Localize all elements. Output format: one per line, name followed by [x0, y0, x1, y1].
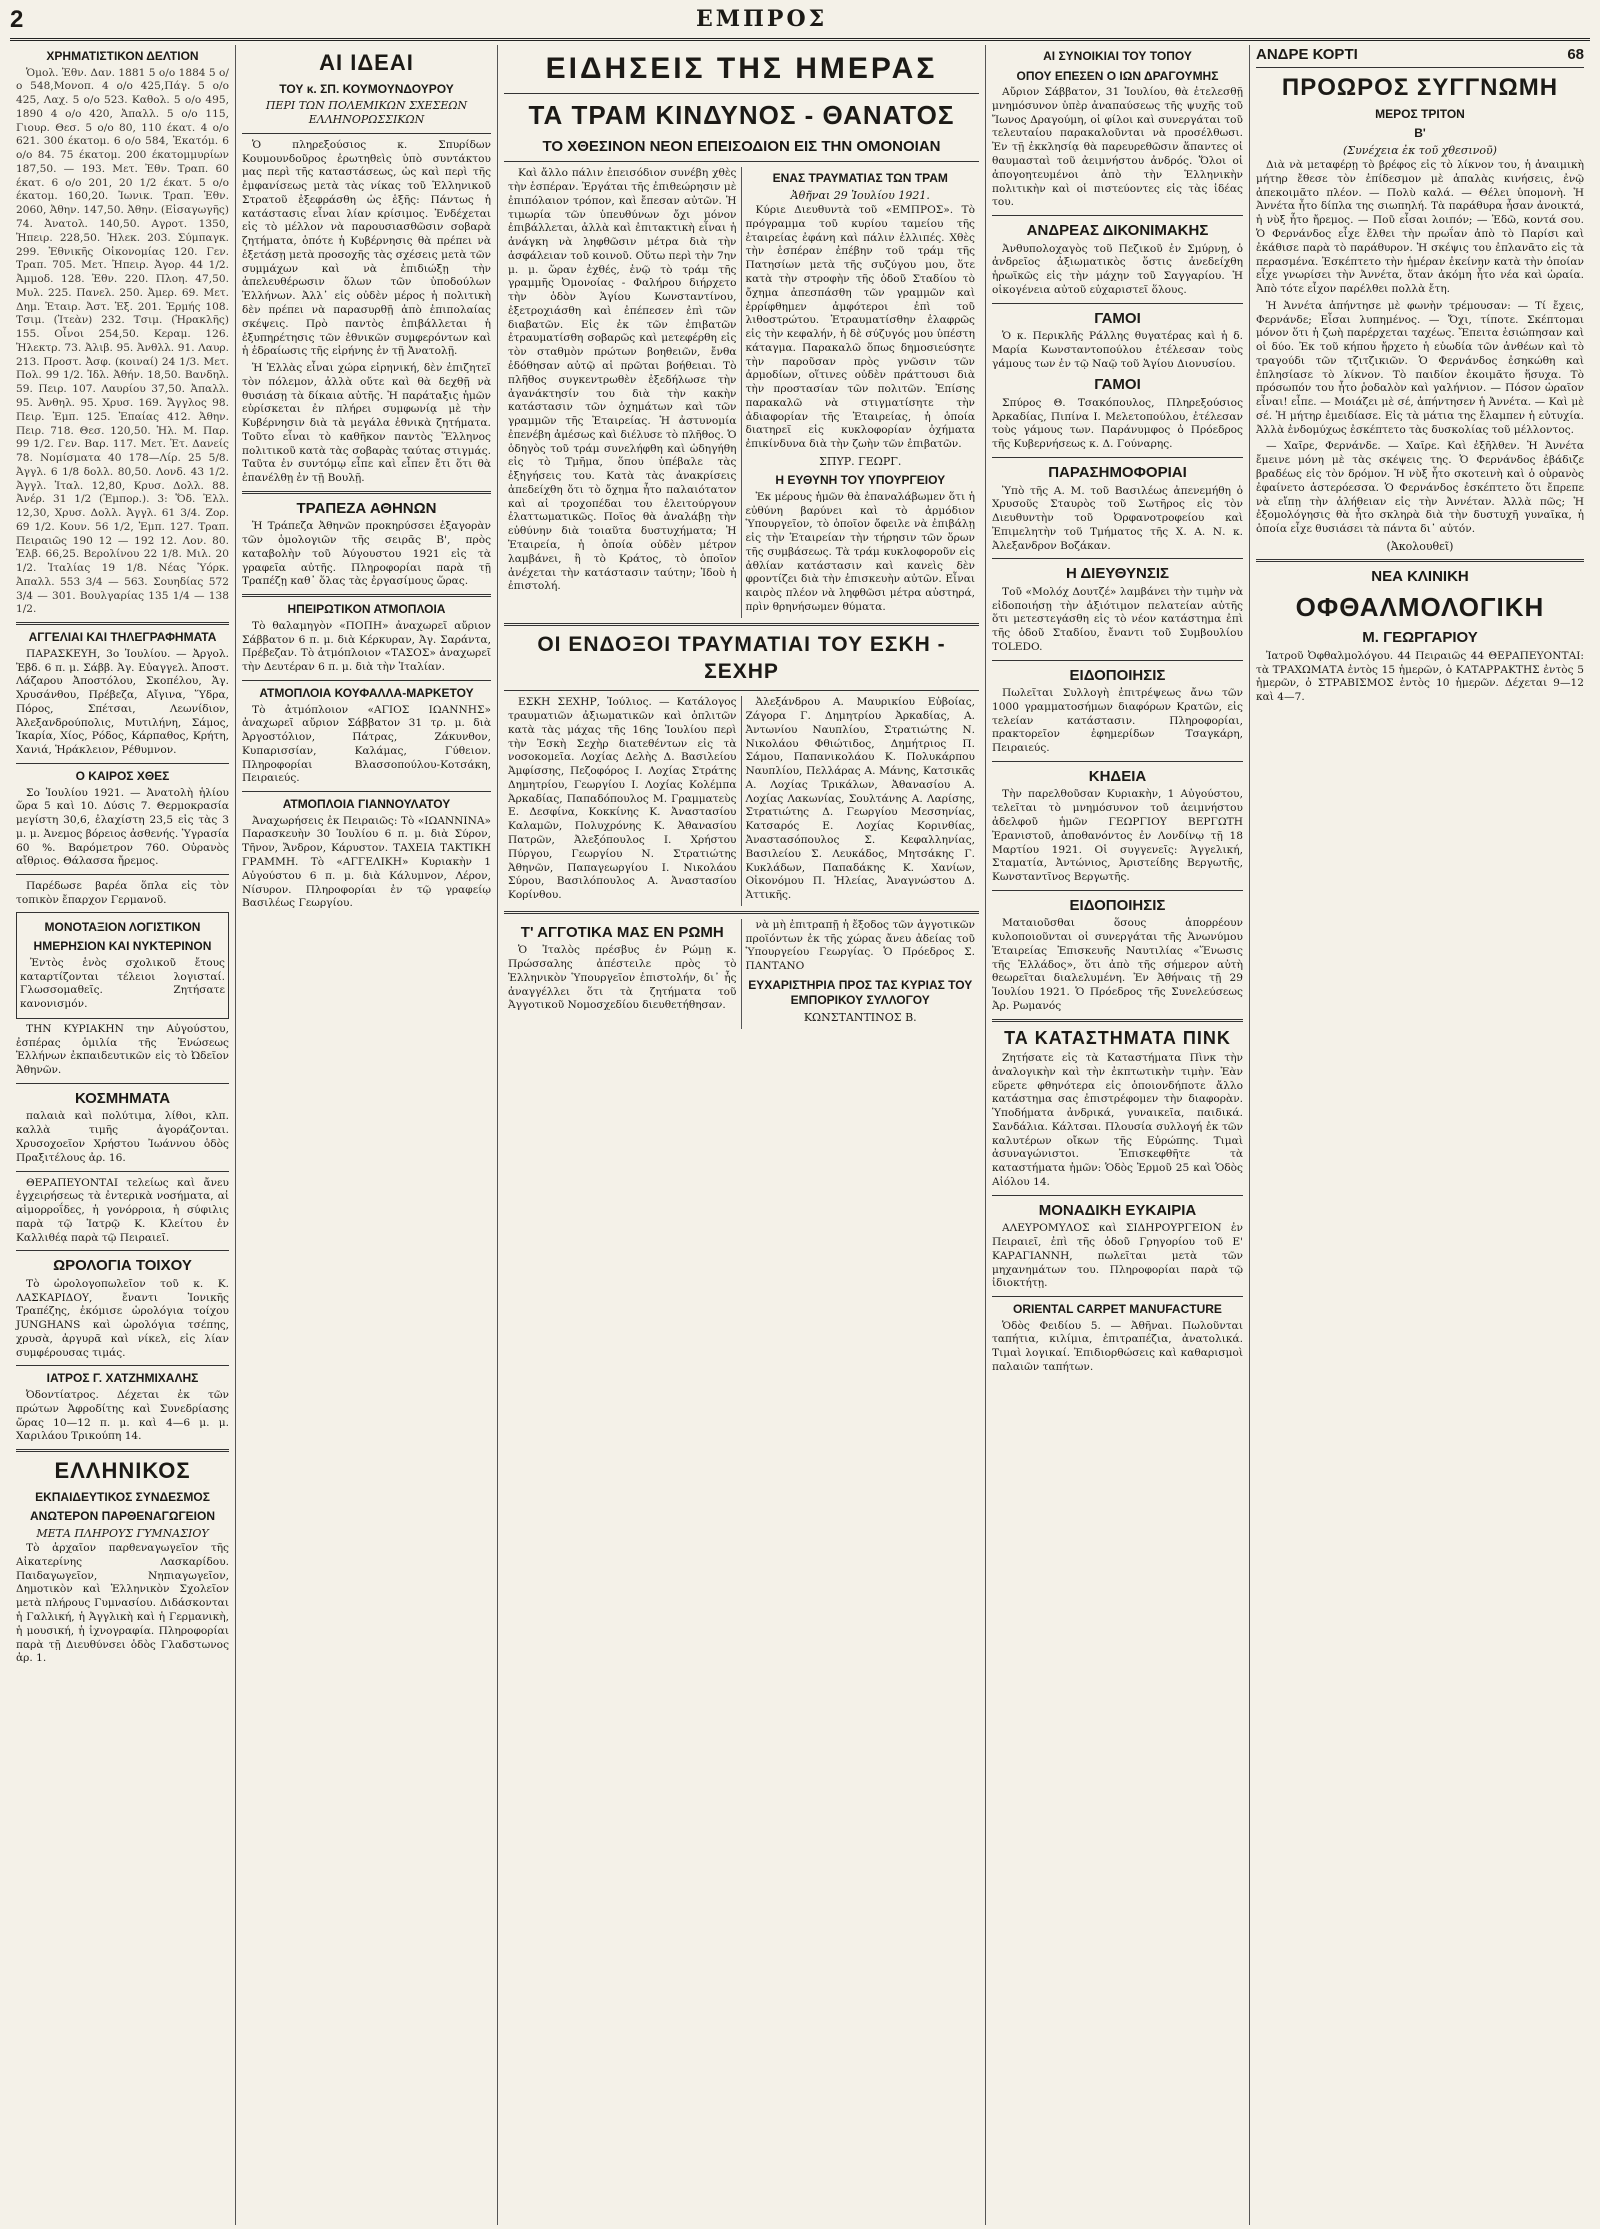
divider: [242, 791, 491, 792]
clocks-text: Τὸ ὡρολογοπωλεῖον τοῦ κ. Κ. ΛΑΣΚΑΡΙΔΟΥ, ἔναντι Ἰονικῆς Τραπέζης, ἐκόμισε ὡρολόγια τοίχου JUNGHANS καὶ ὡρολόγια τσέπης, χρυσὰ, ἀργυρᾶ καὶ νίκελ, εἰς λίαν συμφέρουσας τιμάς.: [16, 1277, 229, 1359]
accounting-ad-subtitle: ΗΜΕΡΗΣΙΟΝ ΚΑΙ ΝΥΚΤΕΡΙΝΟΝ: [33, 939, 212, 954]
weather-title: Ο ΚΑΙΡΟΣ ΧΘΕΣ: [75, 768, 170, 783]
jewelry-title: ΚΟΣΜΗΜΑΤΑ: [74, 1089, 171, 1107]
ideas-subtitle-2: ΠΕΡΙ ΤΩΝ ΠΟΛΕΜΙΚΩΝ ΣΧΕΣΕΩΝ ΕΛΛΗΝΟΡΩΣΣΙΚΩΝ: [265, 99, 468, 127]
divider: [992, 303, 1243, 304]
weather-text: Σο Ἰουλίου 1921. — Ἀνατολὴ ἡλίου ὥρα 5 καὶ 10. Δύσις 7. Θερμοκρασία μεγίστη 30,6, ἐλαχίστη 23,5 εἰς τὰς 3 μ. μ. Ἀνεμος βόρειος ἀσθενής. Ὑγρασία 60 %. Βαρόμετρον 760. Οὐρανὸς αἴθριος. Θάλασσα ἤρεμος.: [16, 786, 229, 868]
school-subtitle-2: ΑΝΩΤΕΡΟΝ ΠΑΡΘΕΝΑΓΩΓΕΙΟΝ: [29, 1509, 215, 1524]
bank-text: Ἡ Τράπεζα Ἀθηνῶν προκηρύσσει ἐξαγορὰν τῶν ὁμολογιῶν τῆς σειρᾶς Β', πρὸς καταβολὴν τοῦ Ἀύγουστου 1921 εἰς τὰ γραφεῖα αὐτῆς. Πληροφορίαι παρὰ τῇ Τραπέζῃ καθ᾽ ὅλας τὰς ἐργασίμους ὥρας.: [242, 520, 491, 588]
divider: [992, 1019, 1243, 1022]
dragoumis-text: Αὔριον Σάββατον, 31 Ἰουλίου, θὰ ἐτελεσθῇ μνημόσυνον ὑπὲρ ἀναπαύσεως τῆς ψυχῆς τοῦ Ἴωνος Δραγούμη, οἱ φίλοι καὶ συνεργάται τοῦ τελευταίου παρακαλοῦνται νὰ προσέλθωσι. Ἐν τῇ ἐκκλησίᾳ θὰ παρευρεθῶσιν ἅπαντες οἱ θαυμασταὶ τοῦ ἀειμνήστου ἀνδρός. Ὅλοι οἱ ἀπογοητευμένοι ἀπὸ τὴν Ἑλληνικὴν πολιτικὴν καὶ οἱ πιστεύοντες εἰς τὰς ἰδέας του.: [992, 86, 1243, 209]
clocks-title: ΩΡΟΛΟΓΙΑ ΤΟΙΧΟΥ: [53, 1257, 192, 1275]
serial-header: [1256, 45, 1584, 68]
divider: [992, 457, 1243, 458]
clinic-title: ΝΕΑ ΚΛΙΝΙΚΗ: [1371, 568, 1469, 586]
tram-right-signature: ΣΠΥΡ. ΓΕΩΡΓ.: [819, 454, 902, 468]
announcements-text: ΠΑΡΑΣΚΕΥΗ, 3ο Ἰουλίου. — Ἀργολ. Ἐβδ. 6 π. μ. Σάββ. Ἀγ. Εὐαγγελ. Ἀποστ. Λάζαρου Ἀποστόλου, Σκοπέλου, Ἁγ. Χρυσάνθου, Πρέβεζα, Αἴγινα, Ὕδρα, Πόρος, Σπέτσαι, Λεωνίδιον, Ἀλεξανδρούπολις, Μυτιλήνη, Σάμος, Ἰκαρία, Χίος, Ρόδος, Κάρπαθος, Κρήτη, Χανιά, Ἡράκλειον, Ρέθυμνον.: [16, 647, 229, 757]
shoes-title: ΤΑ ΚΑΤΑΣΤΗΜΑΤΑ ΠΙΝΚ: [1004, 1027, 1231, 1048]
memorial-text: Τὴν παρελθοῦσαν Κυριακὴν, 1 Αὐγούστου, τελεῖται τὸ μνημόσυνον τοῦ ἀειμνήστου ἀδελφοῦ ἡμῶν ΓΕΩΡΓΙΟΥ ΒΕΡΓΩΤΗ Ἐρανιστοῦ, ἀποθανόντος ἐν Λονδίνῳ τῇ 18 Μαρτίου 1921. Οἱ συγγενεῖς: Ἀγγελική, Σταματία, Ἀντώνιος, Ἀριστείδης Βεργωτῆς, Κωνσταντῖνος Βεργωτῆς.: [992, 788, 1243, 884]
memorial-title: ΚΗΔΕΙΑ: [1088, 767, 1147, 785]
sunday-text: ΤΗΝ ΚΥΡΙΑΚΗΝ την Αὐγούστου, ἐσπέρας ὁμιλία τῆς Ἑνώσεως Ἑλλήνων ἐκπαιδευτικῶν εἰς τὸ Ὠδεῖον Ἀθηνῶν.: [16, 1022, 229, 1077]
tram-right-text: Κύριε Διευθυντὰ τοῦ «ΕΜΠΡΟΣ». Τὸ πρόγραμμα τοῦ κυρίου ταμείου τῆς ἑταιρείας ἐφάνη καὶ πάλιν ἐλλιπές. Χθὲς τὴν ἑσπέραν ἐπέβην τοῦ τράμ τῆς Πατησίων μετὰ τῆς συζύγου μου, ὅτε κατὰ τὴν στροφὴν τῆς ὁδοῦ Σταδίου τὸ ὄχημα ἀπεσπάσθη τῶν γραμμῶν καὶ ἐρρίφθημεν ἀμφότεροι ἐπὶ τοῦ λιθοστρώτου. Ἐτραυματίσθην ἐλαφρῶς εἰς τὴν κεφαλήν, ἡ δὲ σύζυγός μου ὑπέστη κάταγμα. Παρακαλῶ ὅπως δημοσιεύσητε τὴν παροῦσαν πρὸς γνῶσιν τῶν ἀρμοδίων, οἵτινες οὐδὲν πράττουσι διὰ τὴν προστασίαν τῶν πολιτῶν. Ἐπίσης παρακαλῶ νὰ στιγματίσητε τὴν ἀδιαφορίαν τῆς Ἑταιρείας, ἡ ὁποία διατηρεῖ εἰς κυκλοφορίαν ὀχήματα ἐπικίνδυνα διὰ τὴν ζωὴν τῶν ἐπιβατῶν.: [745, 204, 975, 451]
decorations-title: ΠΑΡΑΣΗΜΟΦΟΡΙΑΙ: [1048, 464, 1187, 481]
tram-left: [504, 167, 742, 617]
note-text: Παρέδωσε βαρέα ὅπλα εἰς τὸν τοπικὸν ἔπαρχον Γερμανοῦ.: [16, 880, 229, 906]
divider: [504, 93, 979, 94]
divider: [16, 1083, 229, 1084]
officer-text: Ἀνθυπολοχαγὸς τοῦ Πεζικοῦ ἐν Σμύρνῃ, ὁ ἀνδρεῖος ἀξιωματικὸς ὅστις ἀνεδείχθη ἡρωϊκῶς εἰς τὴν μάχην τοῦ Σαγγαρίου. Ἡ οἰκογένεια αὐτοῦ εὐχαριστεῖ ὅλους.: [992, 242, 1243, 296]
serial-text-3: — Χαῖρε, Φερνάνδε. — Χαῖρε. Καὶ ἐξῆλθεν. Ἡ Ἀννέτα ἔμεινε μόνη μὲ τὰς σκέψεις της. Ὁ Φερνάνδος ἐβάδιζε βραδέως εἰς τὸν δρόμον. Ἡ νὺξ ἦτο σκοτεινὴ καὶ ὁ οὐρανὸς ἐφαίνετο ἀστερόεσσα. Ὁ Φερνάνδος ἐσκέπτετο ὅτι ἔπρεπε νὰ εἴπῃ τὴν ἀλήθειαν εἰς τὴν Ἀννέταν. Ἀλλὰ πῶς; Ἡ ἐξομολόγησις θὰ ἦτο σκληρὰ διὰ τὴν δυστυχῆ γυναῖκα, ἡ ὁποία εἶχε θυσιάσει τὰ πάντα δι᾽ αὐτόν.: [1256, 440, 1584, 536]
rome-right: [742, 919, 980, 1030]
school-subtitle-3: ΜΕΤΑ ΠΛΗΡΟΥΣ ΓΥΜΝΑΣΙΟΥ: [36, 1526, 209, 1540]
main-headline: ΤΑ ΤΡΑΜ ΚΙΝΔΥΝΟΣ - ΘΑΝΑΤΟΣ: [528, 100, 955, 130]
clinic-doctor: Μ. ΓΕΩΡΓΑΡΙΟΥ: [1362, 629, 1478, 647]
main-subheadline: ΤΟ ΧΘΕΣΙΝΟΝ ΝΕΟΝ ΕΠΕΙΣΟΔΙΟΝ ΕΙΣ ΤΗΝ ΟΜΟΝΟΙΑΝ: [542, 137, 941, 155]
ships-3-text: Ἀναχωρήσεις ἐκ Πειραιῶς: Τὸ «ΙΩΑΝΝΙΝΑ» Παρασκευὴν 30 Ἰουλίου 6 π. μ. διὰ Σύρον, Τῆνον, Ἄνδρον, Κάρυστον. ΤΑΧΕΙΑ ΤΑΚΤΙΚΗ ΓΡΑΜΜΗ. Τὸ «ΑΓΓΕΛΙΚΗ» Κυριακὴν 1 Αὐγούστου 6 π. μ. διὰ Κάλυμνον, Λέρον, Νίσυρον. Πληροφορίαι ἐν τῷ γραφείῳ Βασιλέως Γεωργίου.: [242, 814, 491, 910]
announcements-title: ΑΓΓΕΛΙΑΙ ΚΑΙ ΤΗΛΕΓΡΑΦΗΜΑΤΑ: [28, 630, 217, 645]
weddings-2-text: Σπύρος Θ. Τσακόπουλος, Πληρεξούσιος Ἀρκαδίας, Πιπίνα Ι. Μελετοπούλου, ἐτέλεσαν τοὺς γάμους των. Παράνυμφος ὁ Πρόεδρος τῆς Κυβερνήσεως κ. Δ. Γούναρης.: [992, 396, 1243, 451]
rome-title: Τ' ΑΓΓΟΤΙΚΑ ΜΑΣ ΕΝ ΡΩΜΗ: [520, 923, 724, 941]
divider: [242, 491, 491, 494]
ideas-text: Ὁ πληρεξούσιος κ. Σπυρίδων Κουμουνδοῦρος ἐρωτηθεὶς ὑπὸ συντάκτου μας περὶ τῆς καταστάσεως, ὡς καὶ περὶ τῆς ἐμφανίσεως μετὰ τὰς νίκας τοῦ Ἑλληνικοῦ Στρατοῦ ἐξεφράσθη ὡς ἑξῆς: Πάντως ἡ κατάστασις εἶναι λίαν κρίσιμος. Ἐνδέχεται εἰς τὸ μέλλον νὰ παρουσιασθῶσιν σοβαρὰ ζητήματα, ὁπότε ἡ Κυβέρνησις θὰ πρέπει νὰ ἐξετάσῃ μετὰ προσοχῆς τὰς σχέσεις μετὰ τῶν συμμάχων καὶ νὰ ἐπιδιώξῃ τὴν ἀπελευθέρωσιν ὅλων τῶν ὑποδούλων Ἑλλήνων. Ἀλλ᾽ εἰς οὐδὲν μέρος ἡ πολιτικὴ δὲν πρέπει νὰ παρασυρθῇ ἀπὸ ἐπιπολαίας σκέψεις. Πρὸ παντὸς ἐπιβάλλεται ἡ ἐξυπηρέτησις τῶν ἐθνικῶν συμφερόντων καὶ ἡ ἐδραίωσις τῆς εἰρήνης ἐν τῇ Ἀνατολῇ.: [242, 138, 491, 358]
ships-2-title: ΑΤΜΟΠΛΟΙΑ ΚΟΥΦΑΛΛΑ-ΜΑΡΚΕΤΟΥ: [259, 685, 474, 700]
serial-text: Διὰ νὰ μεταφέρῃ τὸ βρέφος εἰς τὸ λίκνον του, ἡ ἀναιμικὴ μήτηρ ἔθεσε τὸν ἐπίδεσμον μὲ ἀπαλὰς κινήσεις, ἐνῷ ἀπεκοιμᾶτο πλέον. — Πολὺ καλά. — Θέλει ὑπομονὴ. Ἡ Ἀννέτα ἦτο δίπλα της σιωπηλή. Τὰ παράθυρα ἦσαν ἀνοικτά, ἡ νὺξ ἦτο ἤρεμος. — Ποῦ εἶσαι λοιπόν; — Ἐδῶ, κοντά σου. Ὁ Φερνάνδος εἶχε ἔλθει τὴν πρωΐαν ἀπὸ τὸ Παρίσι καὶ ἐκάθισε παρὰ τὸ παράθυρον. Ἡ σκέψις του ἐπλανᾶτο εἰς τὰ περασμένα. Ἐσκέπτετο τὴν ἡμέραν ἐκείνην κατὰ τὴν ὁποίαν εἶχε γνωρίσει τὴν Ἀννέτα, ὅταν ἀκόμη ἦτο νέα καὶ ὡραία. Ἀπὸ τότε εἶχον παρέλθει πολλὰ ἔτη.: [1256, 159, 1584, 296]
notice-1-title: ΕΙΔΟΠΟΙΗΣΙΣ: [1069, 666, 1166, 684]
accounting-ad-text: Ἐντὸς ἑνὸς σχολικοῦ ἔτους καταρτίζονται τέλειοι λογισταί. Γλωσσομαθεῖς. Ζητήσατε κανονισμόν.: [20, 956, 225, 1011]
serial-to-be-continued: (Ἀκολουθεῖ): [1386, 539, 1454, 553]
wounded-title: ΟΙ ΕΝΔΟΞΟΙ ΤΡΑΥΜΑΤΙΑΙ ΤΟΥ ΕΣΚΗ - ΣΕΧΗΡ: [537, 632, 946, 684]
divider: [992, 1195, 1243, 1196]
divider: [16, 1365, 229, 1366]
dragoumis-subtitle: ΟΠΟΥ ΕΠΕΣΕΝ Ο ΙΩΝ ΔΡΑΓΟΥΜΗΣ: [1016, 68, 1219, 83]
divider: [16, 622, 229, 625]
management-text: Τοῦ «Μολόχ Δουτζέ» λαμβάνει τὴν τιμὴν νὰ εἰδοποιήσῃ τὴν ἀξιότιμον πελατείαν αὐτῆς ὅτι μετεστεγάσθη εἰς τὸ νέον κατάστημα ἐπὶ τῆς ὁδοῦ Σταδίου, ἔναντι τοῦ Συμβουλίου TOLEDO.: [992, 585, 1243, 653]
market-title: ΧΡΗΜΑΤΙΣΤΙΚΟΝ ΔΕΛΤΙΟΝ: [46, 49, 199, 63]
clinic-subtitle: ΟΦΘΑΛΜΟΛΟΓΙΚΗ: [1295, 591, 1545, 622]
page-number: 2: [10, 6, 24, 33]
thanks-title: ΕΥΧΑΡΙΣΤΗΡΙΑ ΠΡΟΣ ΤΑΣ ΚΥΡΙΑΣ ΤΟΥ ΕΜΠΟΡΙΚΟΥ ΣΥΛΛΟΓΟΥ: [748, 977, 973, 1008]
ships-1-text: Τὸ θαλαμηγὸν «ΠΟΠΗ» ἀναχωρεῖ αὔριον Σάββατον 6 π. μ. διὰ Κέρκυραν, Ἀγ. Σαράντα, Πρέβεζαν. Τὸ ἀτμόπλοιον «ΤΑΣΟΣ» ἀναχωρεῖ τὴν Δευτέραν 6 π. μ. διὰ τὴν Ἰταλίαν.: [242, 619, 491, 674]
ministry-subtitle: Η ΕΥΘΥΝΗ ΤΟΥ ΥΠΟΥΡΓΕΙΟΥ: [775, 473, 946, 488]
divider: [242, 133, 491, 134]
column-1: [10, 45, 236, 2225]
divider: [16, 1449, 229, 1452]
clinic-text: Ἰατροῦ Ὀφθαλμολόγου. 44 Πειραιῶς 44 ΘΕΡΑΠΕΥΟΝΤΑΙ: τὰ ΤΡΑΧΩΜΑΤΑ ἐντὸς 15 ἡμερῶν, ὁ ΚΑΤΑΡΡΑΚΤΗΣ ἐντὸς 5 ἡμερῶν, ὁ ΣΤΡΑΒΙΣΜΟΣ ἐντὸς 10 ἡμερῶν. Δέχεται 9—12 καὶ 4—7.: [1256, 649, 1584, 704]
ships-3-title: ΑΤΜΟΠΛΟΙΑ ΓΙΑΝΝΟΥΛΑΤΟΥ: [282, 797, 451, 812]
weddings-1-text: Ὁ κ. Περικλῆς Ράλλης θυγατέρας καὶ ἡ δ. Μαρία Κωνσταντοπούλου ἐτέλεσαν τοὺς γάμους των ἐν τῷ Ναῷ τοῦ Ἁγίου Διονυσίου.: [992, 330, 1243, 370]
decorations-text: Ὑπὸ τῆς Α. Μ. τοῦ Βασιλέως ἀπενεμήθη ὁ Χρυσοῦς Σταυρὸς τοῦ Σωτῆρος εἰς τὸν Διευθυντὴν τοῦ Ὀρφανοτροφείου καὶ Ἐπιμελητὴν τοῦ Τμήματος τῆς Χ. Α. Ν. κ. Ἀλεξανδρον Βοζάκαν.: [992, 484, 1243, 552]
jewelry-text: παλαιὰ καὶ πολύτιμα, λίθοι, κλπ. καλλὰ τιμῆς ἀγοράζονται. Χρυσοχοεῖον Χρήστου Ἰωάννου ὁδὸς Πραξιτέλους ἀρ. 16.: [16, 1110, 229, 1164]
section-title: ΕΙΔΗΣΕΙΣ ΤΗΣ ΗΜΕΡΑΣ: [545, 52, 938, 85]
weddings-1-title: ΓΑΜΟΙ: [1094, 309, 1141, 327]
divider: [16, 763, 229, 764]
columns: [10, 45, 1590, 2225]
thanks-signature: ΚΩΝΣΤΑΝΤΙΝΟΣ Β.: [803, 1011, 917, 1025]
dentist-text: Ὀδοντίατρος. Δέχεται ἐκ τῶν πρώτων Ἀφροδίτης καὶ Συνεδρίασης ὥρας 10—12 π. μ. καὶ 4—6 μ. μ. Χαριλάου Τρικούπη 14.: [16, 1389, 229, 1443]
accounting-ad: [16, 912, 229, 1019]
accounting-ad-title: ΜΟΝΟΤΑΞΙΟΝ ΛΟΓΙΣΤΙΚΟΝ: [44, 919, 201, 934]
divider: [992, 660, 1243, 661]
ideas-text-2: Ἡ Ἑλλὰς εἶναι χώρα εἰρηνική, δὲν ἐπιζητεῖ τὸν πόλεμον, ἀλλὰ οὔτε καὶ θὰ δεχθῇ νὰ θυσιάσῃ τὰ δίκαια αὐτῆς. Ἡ παράταξις ἡμῶν εὑρίσκεται ἐν πλήρει συμφωνίᾳ μὲ τὴν Κυβέρνησιν διὰ τὰ μεγάλα ἐθνικὰ ζητήματα. Τοῦτο εἶναι τὸ καθῆκον παντὸς Ἕλληνος πολιτικοῦ κατὰ τὰς σοβαρὰς ταύτας στιγμάς. Ταῦτα ἐν συντόμῳ εἶπε καὶ εἶπεν ἔτι ὅτι θὰ ἐπανέλθῃ ἐν τῇ Βουλῇ.: [242, 362, 491, 485]
divider: [992, 215, 1243, 216]
divider: [504, 623, 979, 626]
divider: [992, 558, 1243, 559]
bank-title: ΤΡΑΠΕΖΑ ΑΘΗΝΩΝ: [296, 499, 437, 517]
divider: [504, 161, 979, 162]
masthead: ΕΜΠΡΟΣ: [696, 6, 828, 32]
tram-left-text: Καὶ ἄλλο πάλιν ἐπεισόδιον συνέβη χθὲς τὴν ἑσπέραν. Ἐργάται τῆς ἐπιθεώρησιν μὲ ἐπιπόλαιον τρόπον, καὶ ἔπεσαν αὐτῶν. Ἡ τιμωρία τῶν ὑπευθύνων ὄχι μόνον ἐπιβάλλεται, ἀλλὰ καὶ ἐπιτακτικὴ εἶναι ἡ ἀνάγκη νὰ ληφθῶσιν μέτρα διὰ τὴν ἀσφάλειαν τοῦ κοινοῦ. Οὕτω περὶ τὴν 7ην μ. μ. ὥραν ἐχθές, ἐνῷ τὸ τράμ τῆς γραμμῆς Ὀμονοίας - Φαλήρου διήρχετο τὴν ὁδὸν Ἁγίου Κωνσταντίνου, ἐξετροχιάσθη καὶ ἐπέπεσεν ἐπὶ τῶν διαβατῶν. Εἰς ἐκ τῶν ἐπιβατῶν ἐτραυματίσθη σοβαρῶς καὶ μετεφέρθη εἰς τὸν σταθμὸν πρώτων βοηθειῶν, ἔνθα ἐδόθησαν αὐτῷ αἱ πρῶται βοήθειαι. Τὸ πλῆθος συγκεντρωθὲν ἐξεδήλωσε τὴν ἀγανάκτησίν του διὰ τὴν κακὴν κατάστασιν τῶν ὀχημάτων καὶ τῶν γραμμῶν τῆς Ἑταιρείας. Ἡ ἀστυνομία ἐπενέβη ἀμέσως καὶ διέλυσε τὸ πλῆθος. Ὁ ὁδηγὸς τοῦ τράμ συνελήφθη καὶ ὡδηγήθη εἰς τὸ Τμῆμα, ὅπου ὑπέβαλε τὰς ἐξηγήσεις του. Κατὰ τὰς ἀνακρίσεις ἀπεδείχθη ὅτι τὸ ὄχημα ἦτο παλαιότατον καὶ αἱ τροχοπέδαι του ἐλειτούργουν ἐλαττωματικῶς. Ποῖος θὰ ἀναλάβῃ τὴν εὐθύνην διὰ τοιαῦτα δυστυχήματα; Ἡ Ἑταιρεία, ἡ ὁποία οὐδὲν μέτρον λαμβάνει, ἢ τὸ Κράτος, τὸ ὁποῖον ἀνέχεται τὴν κατάστασιν ταύτην; Ἰδοὺ ἡ ἐπιστολή.: [508, 167, 737, 593]
page-header: [10, 4, 1590, 41]
rome-text: Ὁ Ἰταλὸς πρέσβυς ἐν Ρώμῃ κ. Πρώσσαλης ἀπέστειλε πρὸς τὸ Ἑλληνικὸν Ὑπουργεῖον ἐπιστολήν, δι᾽ ἧς ἀναγγέλλει ὅτι τὰ ζητήματα τοῦ Ἀγγοτικοῦ Νομοσχεδίου διευθετήθησαν.: [508, 944, 737, 1012]
school-title: ΕΛΛΗΝΙΚΟΣ: [54, 1458, 191, 1484]
officer-title: ΑΝΔΡΕΑΣ ΔΙΚΟΝΙΜΑΚΗΣ: [1026, 222, 1209, 240]
rome-article: [504, 919, 979, 1030]
ideas-title: ΑΙ ΙΔΕΑΙ: [319, 50, 414, 75]
ministry-text: Ἐκ μέρους ἡμῶν θὰ ἐπαναλάβωμεν ὅτι ἡ εὐθύνη βαρύνει καὶ τὸ ἁρμόδιον Ὑπουργεῖον, τὸ ὁποῖον ὄφειλε νὰ ἐπιβάλῃ εἰς τὴν Ἑταιρείαν τὴν τήρησιν τῶν ὅρων τῆς συμβάσεως. Τὰ τράμ κυκλοφοροῦν εἰς ἀθλίαν κατάστασιν καὶ κανεὶς δὲν φροντίζει διὰ τὴν ἐπισκευὴν αὐτῶν. Εἶναι καιρὸς πλέον νὰ ληφθῶσι μέτρα αὐστηρά, πρὶν θρηνήσωμεν θύματα.: [745, 490, 975, 613]
divider: [242, 594, 491, 597]
divider: [992, 761, 1243, 762]
serial-part: ΜΕΡΟΣ ΤΡΙΤΟΝ: [1375, 106, 1465, 121]
divider: [1256, 559, 1584, 562]
serial-author: ΑΝΔΡΕ ΚΟΡΤΙ: [1256, 46, 1358, 63]
tram-article: [504, 167, 979, 617]
rome-right-text: νὰ μὴ ἐπιτραπῇ ἡ ἔξοδος τῶν ἀγγοτικῶν προϊόντων ἐκ τῆς χώρας ἄνευ ἀδείας τοῦ Ὑπουργείου Γεωργίας. Ὁ Πρόεδρος Σ. ΠΑΝΤΑΝΟ: [745, 918, 975, 973]
tram-right-date: Ἀθῆναι 29 Ἰουλίου 1921.: [790, 188, 930, 202]
opportunity-title: ΜΟΝΑΔΙΚΗ ΕΥΚΑΙΡΙΑ: [1038, 1201, 1197, 1219]
wounded-left: [504, 696, 742, 905]
wounded-left-text: ΕΣΚΗ ΣΕΧΗΡ, Ἰούλιος. — Κατάλογος τραυματιῶν ἀξιωματικῶν καὶ ὁπλιτῶν κατὰ τὰς μάχας τῆς 16ης Ἰουλίου περὶ τὴν Ἐσκὴ Σεχὴρ διατεθέντων εἰς τὰ νοσοκομεῖα. Λοχίας Δελὴς Δ. Βασιλείου Ἀμφίσσης, Πεζοφόρος Ι. Λοχίας Στράτης Δημητρίου, Γεωργίου Ι. Λοχίας Κολέμπα Ἀρκαδίας, Παπαδόπουλος Μ. Γραμματεὺς Ε. Δεσφίνα, Κοκκίνης Κ. Ἀναστασίου Καλαμῶν, Πολυχρόνης Κ. Ἀθανασίου Πατρῶν, Ἀλεξόπουλος Ι. Χρήστου Πύργου, Γεωργίου Ν. Στρατιώτης Ἀθηνῶν, Παπαγεωργίου Ι. Νικολάου Σύρου, Βασιλόπουλος Α. Ἀναστασίου Κορίνθου.: [508, 696, 737, 902]
school-subtitle: ΕΚΠΑΙΔΕΥΤΙΚΟΣ ΣΥΝΔΕΣΜΟΣ: [35, 1489, 210, 1504]
divider: [16, 874, 229, 875]
serial-continued: (Συνέχεια ἐκ τοῦ χθεσινοῦ): [1343, 143, 1497, 157]
divider: [992, 890, 1243, 891]
carpet-title: ORIENTAL CARPET MANUFACTURE: [1013, 1302, 1222, 1317]
dentist-title: ΙΑΤΡΟΣ Γ. ΧΑΤΖΗΜΙΧΑΛΗΣ: [46, 1371, 199, 1386]
divider: [242, 680, 491, 681]
serial-number: 68: [1567, 46, 1584, 63]
serial-part-number: Β': [1414, 126, 1426, 141]
opportunity-text: ΑΛΕΥΡΟΜΥΛΟΣ καὶ ΣΙΔΗΡΟΥΡΓΕΙΟΝ ἐν Πειραιεῖ, ἐπὶ τῆς ὁδοῦ Γρηγορίου τοῦ Ε' ΚΑΡΑΓΙΑΝΝΗ, πωλεῖται μετὰ τῶν μηχανημάτων του. Πληροφορίαι παρὰ τῷ ἰδιοκτήτῃ.: [992, 1222, 1243, 1290]
wounded-list: [504, 696, 979, 905]
weddings-2-title: ΓΑΜΟΙ: [1094, 376, 1141, 394]
carpet-text: Ὁδὸς Φειδίου 5. — Ἀθῆναι. Πωλοῦνται ταπήτια, κιλίμια, ἐπιτραπέζια, ἀνατολικά. Τιμαὶ λογικαί. Ἐπιδιορθώσεις καὶ καθαρισμοὶ παλαιῶν ταπήτων.: [992, 1319, 1243, 1373]
ships-1-title: ΗΠΕΙΡΩΤΙΚΟΝ ΑΤΜΟΠΛΟΙΑ: [287, 602, 446, 617]
ideas-subtitle: ΤΟΥ κ. ΣΠ. ΚΟΥΜΟΥΝΔΟΥΡΟΥ: [279, 81, 454, 96]
shoes-text: Ζητήσατε εἰς τὰ Καταστήματα Πὶνκ τὴν ἀναλογικὴν καὶ τὴν ἐκπτωτικὴν τιμὴν. Ἐὰν εὕρετε φθηνότερα εἰς ὁποιονδήποτε ἄλλο κατάστημα σας ἐπιστρέφομεν τὴν διαφορὰν. Ὑποδήματα ἀνδρικά, γυναικεῖα, παιδικά. Σανδάλια. Κάλτσαι. Πλουσία συλλογή ἐκ τῶν καλυτέρων οἴκων τῆς Εὐρώπης. Τιμαὶ ἀσυναγώνιστοι. Ἐπισκεφθῆτε τὰ καταστήματα ἡμῶν: Ὁδὸς Ἑρμοῦ 25 καὶ Ὁδὸς Αἰόλου 14.: [992, 1052, 1243, 1188]
wounded-right-text: Ἀλεξάνδρου Α. Μαυρικίου Εὐβοίας, Ζάγορα Γ. Δημητρίου Ἀρκαδίας, Α. Ἀντωνίου Ναυπλίου, Στρατιώτης Ν. Νικολάου Φθιώτιδος, Δημήτριος Π. Σάμου, Παπανικολάου Κ. Πολυκάρπου Ναυπλίου, Πελλάρας Α. Μάνης, Κατσικᾶς Α. Λοχίας Τρικάλων, Ἀθανασίου Α. Λοχίας Λακωνίας, Σουλτάνης Α. Λαρίσης, Στρατιώτης Δ. Γεωργίου Μεσσηνίας, Κατσαρός Ε. Λοχίας Κορινθίας, Ἀναστασόπουλος Σ. Κεφαλληνίας, Βασιλείου Σ. Λευκάδος, Μητσάκης Γ. Κυκλάδων, Παπαδάκης Κ. Χανίων, Οἰκονόμου Π. Ἠλείας, Ἀναγνώστου Δ. Ἀττικῆς.: [745, 696, 975, 902]
column-6: [1250, 45, 1590, 2225]
dragoumis-title: ΑΙ ΣΥΝΟΙΚΙΑΙ ΤΟΥ ΤΟΠΟΥ: [1043, 49, 1192, 63]
column-3-4: [498, 45, 986, 2225]
school-text: Τὸ ἀρχαῖον παρθεναγωγεῖον τῆς Αἰκατερίνης Λασκαρίδου. Παιδαγωγεῖον, Νηπιαγωγεῖον, Δημοτικὸν καὶ Ἑλληνικὸν Σχολεῖον μετὰ πλήρους Γυμνασίου. Διδάσκονται ἡ Γαλλική, ἡ Ἀγγλικὴ καὶ ἡ Γερμανικὴ, ἡ μουσική, ἡ ἰχνογραφία. Πληροφορίαι παρὰ τῇ Διευθύνσει ὁδὸς Γλαδστωνος ἀρ. 1.: [16, 1542, 229, 1665]
tram-right-subtitle: ΕΝΑΣ ΤΡΑΥΜΑΤΙΑΣ ΤΩΝ ΤΡΑΜ: [772, 171, 948, 186]
wounded-right: [742, 696, 980, 905]
rome-left: [504, 919, 742, 1030]
medical-note: ΘΕΡΑΠΕΥΟΝΤΑΙ τελείως καὶ ἄνευ ἐγχειρήσεως τὰ ἐντερικὰ νοσήματα, αἱ αἱμορροΐδες, ἡ γονόρροια, ἡ σύφιλις παρὰ τῷ Ἰατρῷ Κ. Κλείτου ἐν Καλλιθέᾳ παρὰ τῷ Πειραιεῖ.: [16, 1176, 229, 1244]
notice-1-text: Πωλεῖται Συλλογὴ ἐπιτρέψεως ἄνω τῶν 1000 γραμματοσήμων διαφόρων Κρατῶν, εἰς τελείαν κατάστασιν. Πληροφορίαι, πρακτορεῖον ἐφημερίδων Τσαγκάρη, Πειραιεύς.: [992, 687, 1243, 755]
notice-2-text: Ματαιοῦσθαι ὅσους ἀπορρέουν κυλοποιοῦνται οἱ συνεργάται τῆς Ἀνωνύμου Ἑταιρείας Ἐπισκευῆς Ναυτιλίας «Ἕνωσις τῆς Ἑλλάδος», ὅτι ἀπὸ τῆς σήμερον αὐτὴ θεωρεῖται διαλελυμένη. Ἐν Ἀθήναις τῇ 29 Ἰουλίου 1921. Ὁ Πρόεδρος τῆς Συνελεύσεως Ἀρ. Ρωμανός: [992, 917, 1243, 1012]
market-text: Ὁμολ. Ἐθν. Δαν. 1881 5 ο/ο 1884 5 ο/ο 548,Μονοπ. 4 ο/ο 425,Πάγ. 5 ο/ο 425, Λαχ. 5 ο/ο 523. Καθολ. 5 ο/ο 495, 1890 4 ο/ο 420, Ἀπαλλ. 5 ο/ο 115, Γιουρ. Θεσ. 5 ο/ο 80, 110 έκατ. 4 ο/ο 621. 300 έκατομ. 6 ο/ο 584, Ἐκατόμ. 6 ο/ο 84. 75 έκατομ. 200 έκατομμυρίων 187,50. — 193. Μετ. Ἐθν. Τραπ. 60 έκατ. 6 ο/ο 201, 20 1/2 έκατ. 5 ο/ο έκατομ. 160,20. Ἰωνικ. Τραπ. Ἐθν. 2060, Ἀθην. 147,50. Ἀθην. (Εἰσαγωγῆς) 74. Ἀνατολ. 140,50. Αγροτ. 1350, Ἠπειρ. 228,50. Ἠλεκ. 203. Σύμπαγκ. 299. Ἐθνικῆς Οἰκονομίας 120. Γεν. Τραπ. 705. Μετ. Ἠπειρ. Ἀγορ. 44 1/2. Ἀμμοδ. 128. Ἐθν. 220. Πλοη. 47,50. Μυλ. 225. Πανελ. 250. Ἀμερ. 69. Μετ. Δημ. Ἐταιρ. Ἀστ. Ἐξ. 201. Ἑρμής 108. Τσιμ. (Ἰτεὰν) 232. Τσιμ. (Ἡρακλῆς) 155. Οἶνοι 254,50. Κεραμ. 126. Ἠλεκτρ. 73. Ἀλιβ. 95. Ἀνθλλ. 91. Λαυρ. 213. Προστ. Ἀσφ. (κοιναί) 24 1/3. Μετ. Πολ. 99 1/2. Ἰδλ. Ἀθήν. 18,50. Βανδηλ. 59. Πειρ. 107. Λαυρίου 37,50. Ἀπαλλ. 95. Ἀνθηλ. 95. Χρυσ. 169. Ἄγγλος 98. Πειρ. Ἐμπ. 125. Ἐπαίας 412. Ἀθην. Πειρ. 718. Θεσ. 120,50. Ἠλ. Μ. Παρ. 99 1/2. Γεν. Βαρ. 117. Μετ. Ἐτ. Δανείς 78. Νομίσματα 40 178—Λίρ. 25 5/8. Ἀγγλ. 6 1/8 δολλ. 80,50. Λονδ. 43 1/2. Ἀγγλ. Ἰταλ. 12,80, Κρυσ. Δολλ. 88. Ἀνέρ. 31 1/2 (Ἐμπορ.). 3: Ὅδ. Ἐλλ. 12,30, Χρυσ. Δολλ. Ἀγγλ. 61 3/4. Ζορ. 69 1/2. Κουν. 56 1/2, Ἐμπ. 127. Τραπ. Πειραιῶς 190 12 — 192 12. Λον. 80. Ἐλβ. 66,25. Βερολίνου 22 1/8. Μιλ. 20 1/2. Ἰταλίας 19 1/8. Νέας Ὑόρκ. Ἀπαλλ. 553 3/4 — 563. Σουηδίας 572 3/4 — 301. Βουλγαρίας 135 1/4 — 138 1/2.: [16, 66, 229, 616]
ships-2-text: Τὸ ἀτμόπλοιον «ΑΓΙΟΣ ΙΩΑΝΝΗΣ» ἀναχωρεῖ αὔριον Σάββατον 31 τρ. μ. διὰ Ἀργοστόλιον, Πάτρας, Ζάκυνθον, Κυπαρισσίαν, Καλάμας, Γύθειον. Πληροφορίαι Βλασσοπούλου-Κοτσάκη, Πειραιεύς.: [242, 703, 491, 785]
divider: [504, 911, 979, 914]
divider: [16, 1250, 229, 1251]
divider: [16, 1171, 229, 1172]
notice-2-title: ΕΙΔΟΠΟΙΗΣΙΣ: [1069, 896, 1166, 914]
divider: [504, 690, 979, 691]
column-5: [986, 45, 1250, 2225]
management-title: Η ΔΙΕΥΘΥΝΣΙΣ: [1065, 565, 1170, 583]
serial-title: ΠΡΟΩΡΟΣ ΣΥΓΓΝΩΜΗ: [1281, 73, 1559, 101]
tram-right: [742, 167, 980, 617]
divider: [992, 1296, 1243, 1297]
column-2: [236, 45, 498, 2225]
serial-text-2: Ἡ Ἀννέτα ἀπήντησε μὲ φωνὴν τρέμουσαν: — Τί ἔχεις, Φερνάνδε; Εἶσαι λυπημένος. — Ὄχι, τίποτε. Σκέπτομαι μόνον ὅτι ἡ ζωὴ παρέρχεται ταχέως. Ἔπειτα ἐσιώπησαν καὶ οἱ δύο. Ἐκ τοῦ κήπου ἤρχετο ἡ εὐωδία τῶν ἀνθέων καὶ τὸ τραγούδι τῶν τζιτζικιῶν. Ὁ Φερνάνδος ἐσηκώθη καὶ ἐπλησίασε τὸ λίκνον. Τὸ παιδίον ἐκοιμᾶτο ἥσυχα. Τὸ πρόσωπόν του ἦτο ῥοδαλὸν καὶ γαλήνιον. — Πόσον ὡραῖον εἶναι! εἶπε. — Μοιάζει μὲ σέ, ἀπήντησεν ἡ Ἀννέτα. — Καὶ μὲ σέ. Ἡ μήτηρ ἐμειδίασε. Εἰς τὰ μάτια της ἔλαμπεν ἡ εὐτυχία. Ἀλλὰ ἐνδομύχως ἐσκέπτετο τὰς δυσκολίας τοῦ μέλλοντος.: [1256, 299, 1584, 436]
